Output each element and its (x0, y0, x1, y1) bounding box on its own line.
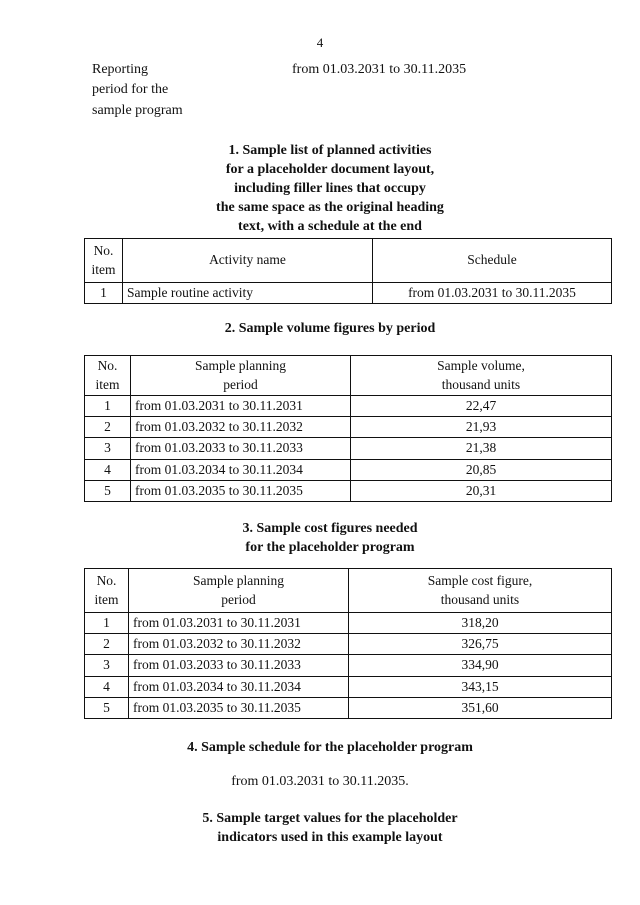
table-header-row: No. item Sample planning period Sample cost figure, thousand units (85, 569, 612, 613)
table-row: 2 from 01.03.2032 to 30.11.2032 326,75 (85, 634, 612, 655)
table-header-row: No. item Sample planning period Sample volume, thousand units (85, 356, 612, 396)
page-number: 4 (316, 35, 324, 50)
table-row: 5 from 01.03.2035 to 30.11.2035 351,60 (85, 697, 612, 718)
table-row: 3 from 01.03.2033 to 30.11.2033 21,38 (85, 438, 612, 459)
section-4-title: 4. Sample schedule for the placeholder program (187, 740, 473, 755)
table-row: 3 from 01.03.2033 to 30.11.2033 334,90 (85, 655, 612, 676)
table-row: 1 from 01.03.2031 to 30.11.2031 22,47 (85, 396, 612, 417)
section-3-title: 3. Sample cost figures needed for the placeholder program (242, 521, 418, 555)
activities-table (84, 238, 612, 304)
program-period-value: from 01.03.2031 to 30.11.2035 (292, 62, 467, 77)
program-period-block (92, 60, 572, 121)
section-2-title: 2. Sample volume figures by period (224, 321, 436, 336)
program-period-label: Reporting period for the sample program (92, 62, 183, 118)
table-row: 4 from 01.03.2034 to 30.11.2034 20,85 (85, 459, 612, 480)
table-header-row: No. item Activity name Schedule (85, 239, 612, 283)
section-1-title: 1. Sample list of planned activities for a placeholder document layout, including filler lines that occupy the same space as the original heading text, with a schedule at the end (216, 143, 444, 234)
section-5-title: 5. Sample target values for the placeholder indicators used in this example layout (202, 811, 458, 845)
table-row: 2 from 01.03.2032 to 30.11.2032 21,93 (85, 417, 612, 438)
table-row: 4 from 01.03.2034 to 30.11.2034 343,15 (85, 676, 612, 697)
cost-table (84, 568, 612, 719)
schedule-period: from 01.03.2031 to 30.11.2035. (231, 774, 409, 789)
table-row: 1 Sample routine activity from 01.03.2031 to 30.11.2035 (85, 283, 612, 304)
table-row: 5 from 01.03.2035 to 30.11.2035 20,31 (85, 480, 612, 501)
table-row: 1 from 01.03.2031 to 30.11.2031 318,20 (85, 613, 612, 634)
volume-table (84, 355, 612, 502)
